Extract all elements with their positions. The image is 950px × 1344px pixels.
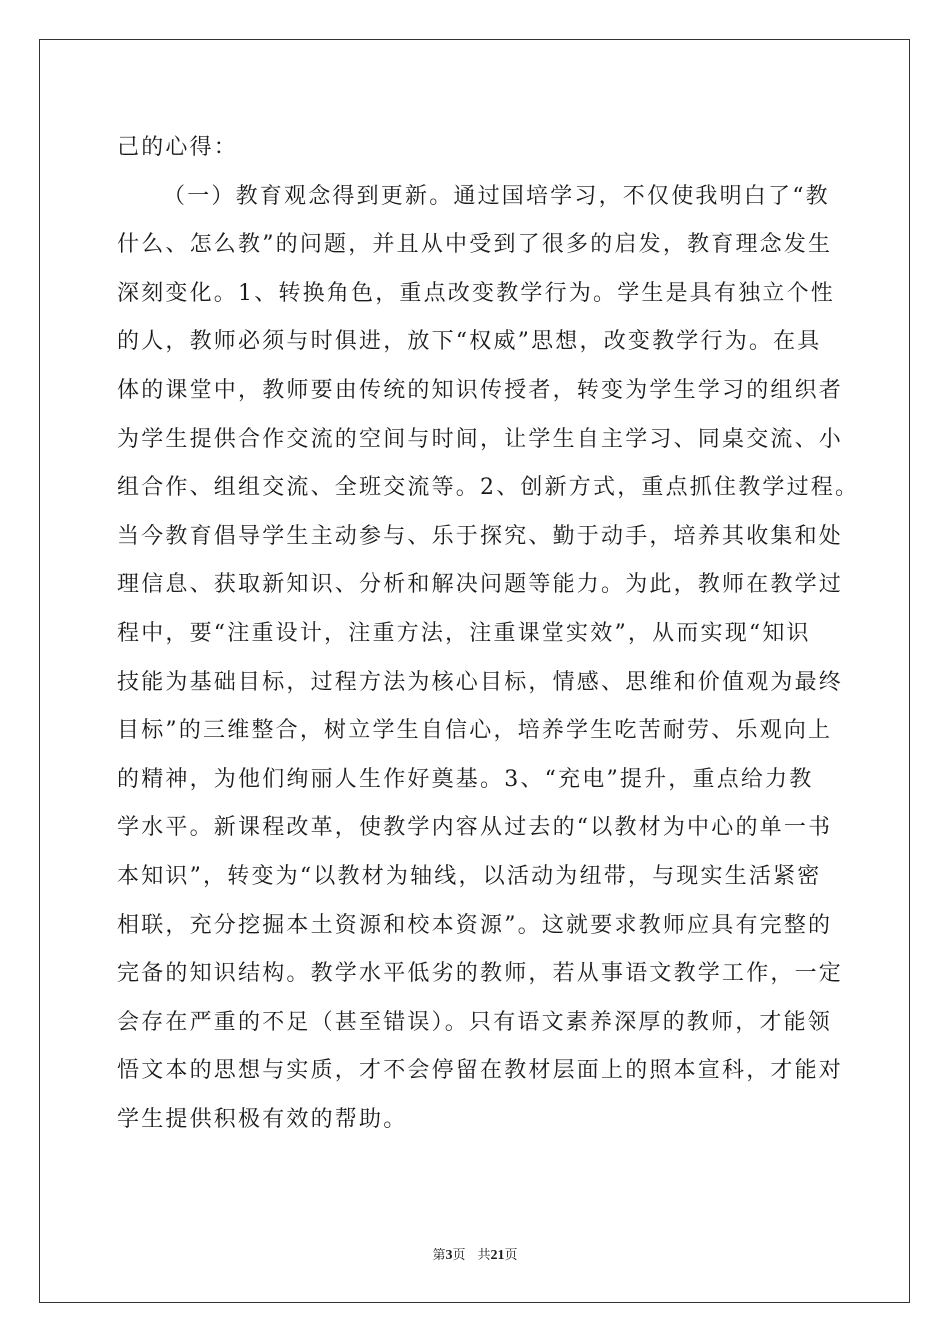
document-body — [117, 124, 860, 1144]
text-line: 相联，充分挖掘本土资源和校本资源”。这就要求教师应具有完整的 — [117, 912, 833, 938]
paragraph-first-line: （一）教育观念得到更新。通过国培学习，不仅使我明白了“教 — [163, 183, 830, 209]
text-line: 目标”的三维整合，树立学生自信心，培养学生吃苦耐劳、乐观向上 — [117, 718, 833, 744]
text-line: 学水平。新课程改革，使教学内容从过去的“以教材为中心的单一书 — [117, 815, 833, 841]
text-line: 学生提供积极有效的帮助。 — [117, 1106, 408, 1132]
page-number: 3 — [445, 1248, 453, 1263]
text-line: 技能为基础目标，过程方法为核心目标，情感、思维和价值观为最终 — [117, 669, 844, 695]
text-line: 悟文本的思想与实质，才不会停留在教材层面上的照本宣科，才能对 — [117, 1058, 844, 1084]
text-line: 为学生提供合作交流的空间与时间，让学生自主学习、同桌交流、小 — [117, 426, 844, 452]
text-line: 本知识”，转变为“以教材为轴线，以活动为纽带，与现实生活紧密 — [117, 863, 822, 889]
text-line: 当今教育倡导学生主动参与、乐于探究、勤于动手，培养其收集和处 — [117, 523, 844, 549]
page-prefix: 第 — [432, 1248, 446, 1263]
text-line: 的精神，为他们绚丽人生作好奠基。3、“充电”提升，重点给力教 — [117, 766, 814, 792]
page-footer — [0, 1247, 950, 1265]
text-line: 程中，要“注重设计，注重方法，注重课堂实效”，从而实现“知识 — [117, 620, 811, 646]
text-line: 理信息、获取新知识、分析和解决问题等能力。为此，教师在教学过 — [117, 572, 844, 598]
text-line: 什么、怎么教”的问题，并且从中受到了很多的启发，教育理念发生 — [117, 232, 833, 258]
text-line: 深刻变化。1、转换角色，重点改变教学行为。学生是具有独立个性 — [117, 280, 835, 306]
text-line: 会存在严重的不足（甚至错误）。只有语文素养深厚的教师，才能领 — [117, 1009, 833, 1035]
text-line: 组合作、组组交流、全班交流等。2、创新方式，重点抓住教学过程。 — [117, 475, 860, 501]
text-line: 完备的知识结构。教学水平低劣的教师，若从事语文教学工作，一定 — [117, 961, 844, 987]
total-pages: 21 — [490, 1248, 505, 1263]
text-line: 己的心得： — [117, 135, 239, 160]
total-prefix: 共 — [477, 1248, 491, 1263]
text-line: 体的课堂中，教师要由传统的知识传授者，转变为学生学习的组织者 — [117, 377, 844, 403]
text-line: 的人，教师必须与时俱进，放下“权威”思想，改变教学行为。在具 — [117, 329, 822, 355]
total-suffix: 页 — [504, 1248, 518, 1263]
page-suffix: 页 — [452, 1248, 466, 1263]
